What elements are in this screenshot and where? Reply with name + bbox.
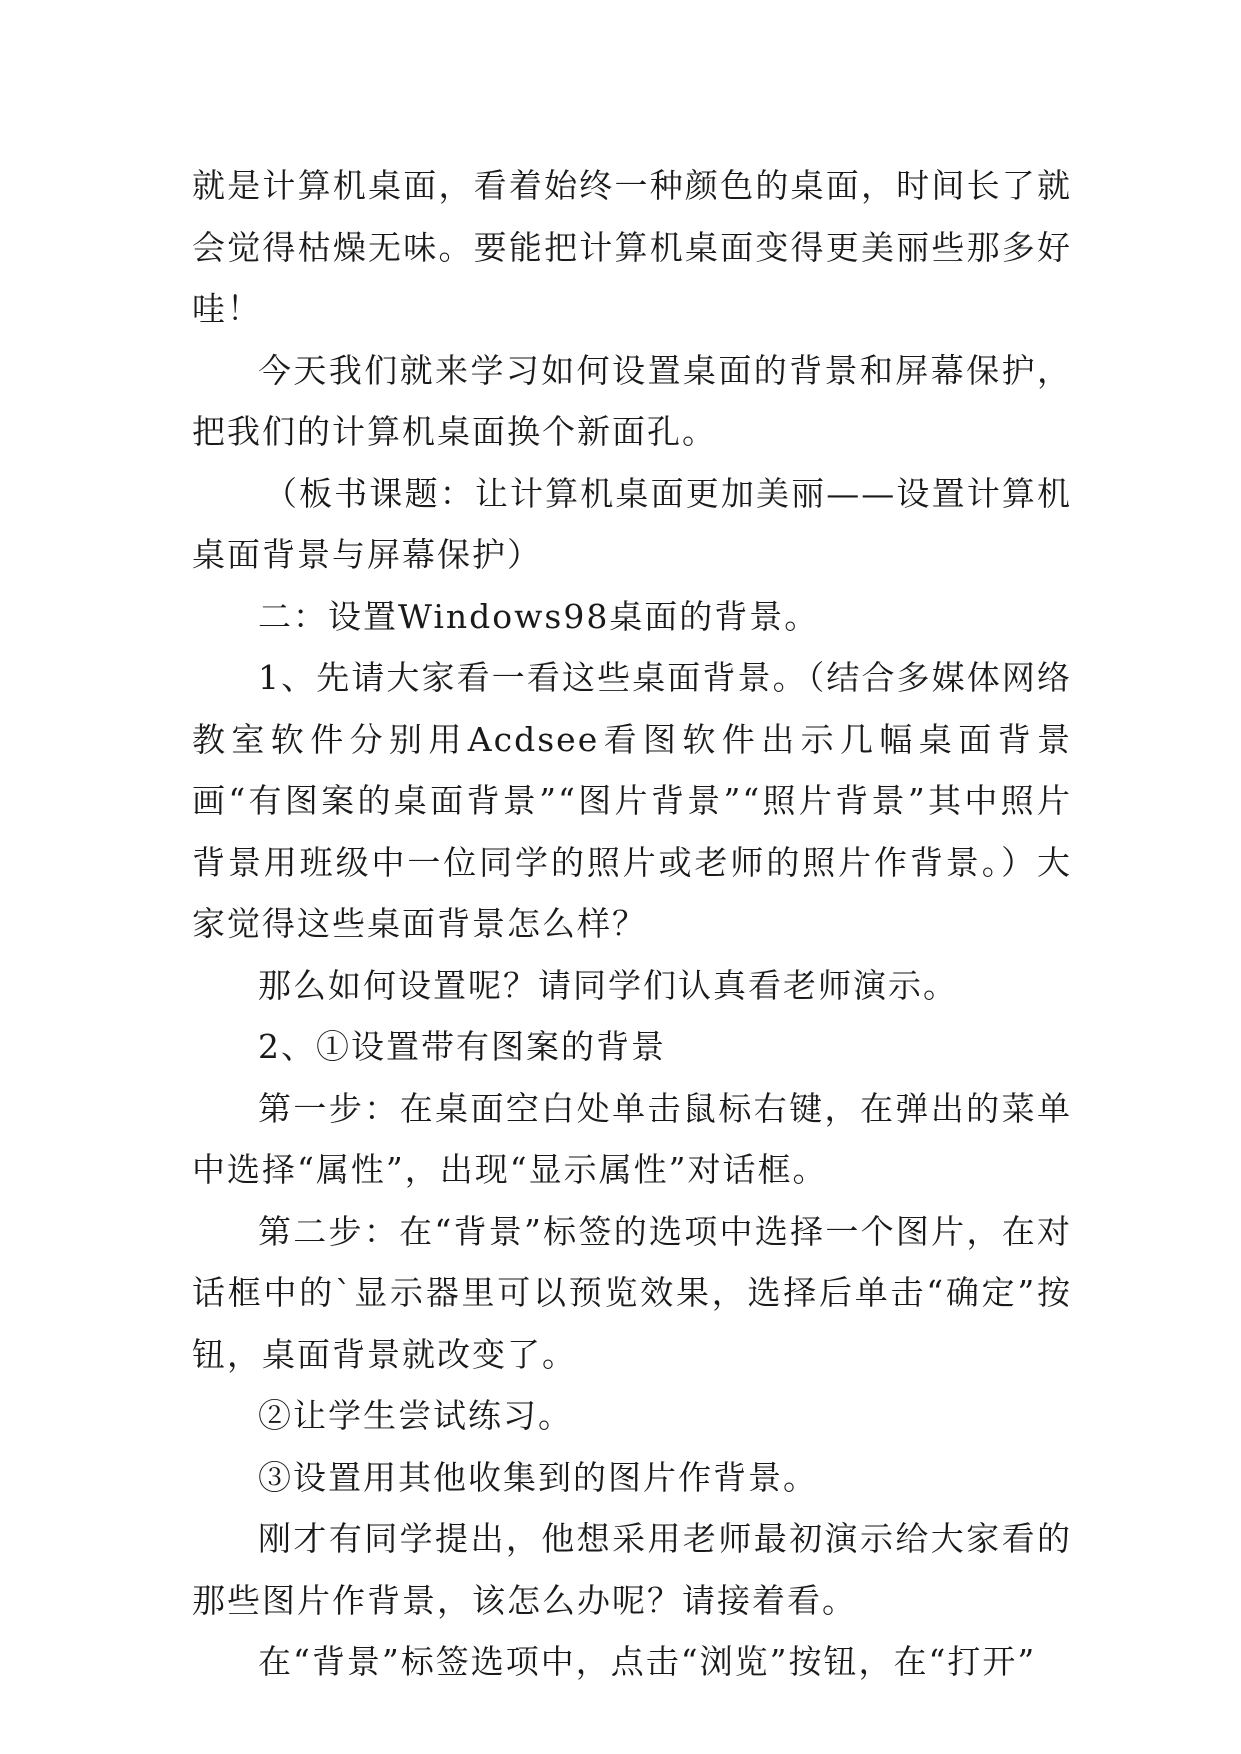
paragraph-step-1-look-backgrounds: 1、先请大家看一看这些桌面背景。（结合多媒体网络教室软件分别用Acdsee看图软件出示几幅桌面背景画“有图案的桌面背景”“图片背景”“照片背景”其中照片背景用班级中一位同学的照片或老师的照片作背景。）大家觉得这些桌面背景怎么样？ bbox=[192, 658, 1072, 943]
section-heading-desktop-background: 二：设置Windows98桌面的背景。 bbox=[258, 596, 820, 636]
paragraph-student-question: 刚才有同学提出，他想采用老师最初演示给大家看的那些图片作背景，该怎么办呢？请接着看。 bbox=[192, 1519, 1072, 1620]
paragraph-first-step: 第一步：在桌面空白处单击鼠标右键，在弹出的菜单中选择“属性”，出现“显示属性”对话框。 bbox=[192, 1088, 1072, 1189]
paragraph-second-step: 第二步：在“背景”标签的选项中选择一个图片，在对话框中的`显示器里可以预览效果，选择后单击“确定”按钮，桌面背景就改变了。 bbox=[192, 1211, 1072, 1374]
document-body bbox=[192, 155, 1072, 1693]
paragraph-today-topic: 今天我们就来学习如何设置桌面的背景和屏幕保护，把我们的计算机桌面换个新面孔。 bbox=[192, 350, 1072, 451]
paragraph-board-title: （板书课题：让计算机桌面更加美丽——设置计算机桌面背景与屏幕保护） bbox=[192, 473, 1072, 574]
paragraph-other-images: ③设置用其他收集到的图片作背景。 bbox=[258, 1457, 818, 1497]
paragraph-step-2-pattern-background: 2、①设置带有图案的背景 bbox=[258, 1027, 666, 1066]
paragraph-student-practice: ②让学生尝试练习。 bbox=[258, 1396, 573, 1435]
paragraph-intro-continuation: 就是计算机桌面，看着始终一种颜色的桌面，时间长了就会觉得枯燥无味。要能把计算机桌面变得更美丽些那多好哇！ bbox=[192, 166, 1072, 328]
paragraph-browse-button: 在“背景”标签选项中，点击“浏览”按钮，在“打开” bbox=[258, 1642, 1037, 1681]
paragraph-demo-intro: 那么如何设置呢？请同学们认真看老师演示。 bbox=[258, 965, 958, 1005]
